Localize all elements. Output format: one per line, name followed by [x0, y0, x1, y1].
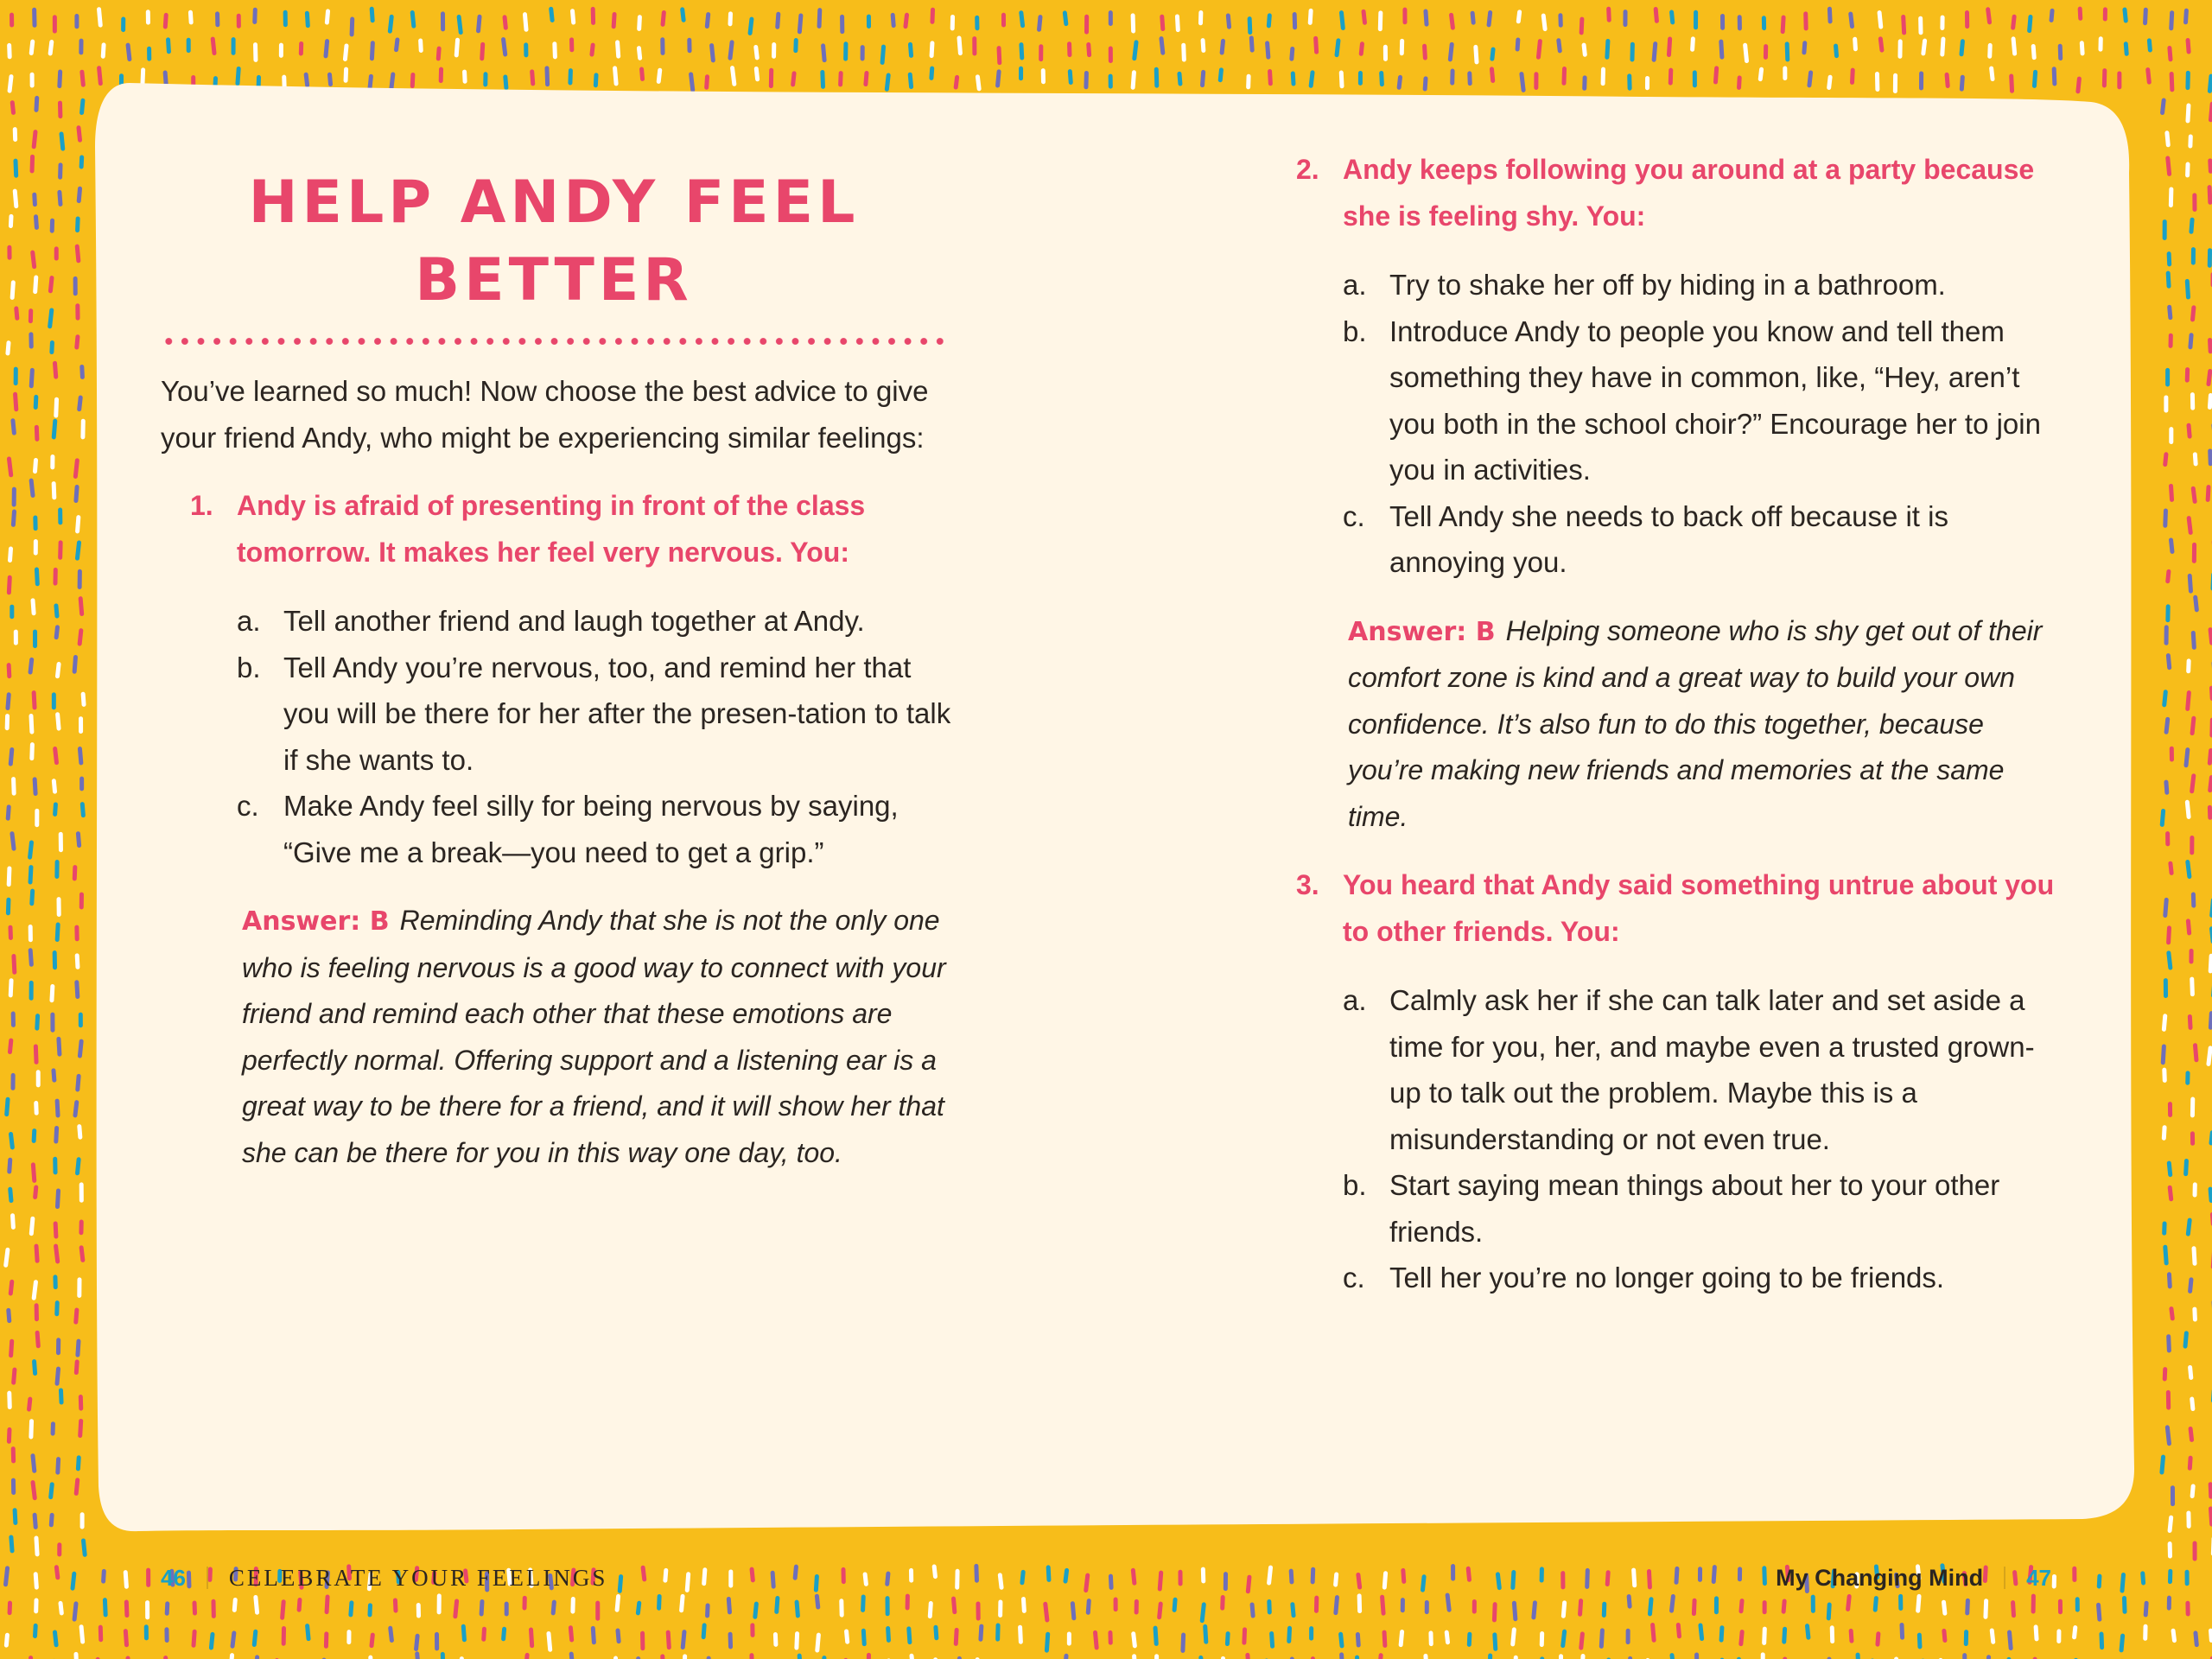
option-c	[1343, 1255, 2055, 1301]
option-a	[1343, 977, 2055, 1162]
left-page-column	[161, 164, 956, 1176]
page-number-left: 46	[161, 1564, 186, 1591]
right-page-column	[1294, 147, 2055, 1301]
options-list	[1343, 977, 2055, 1301]
answer-text: Helping someone who is shy get out of their comfort zone is kind and a great way to build your own confidence. It’s also fun to do this together, because you’re making new friends and memories at the same time.	[1348, 614, 2043, 832]
page-title: HELP ANDY FEEL BETTER	[248, 168, 860, 315]
options-list	[1343, 262, 2055, 586]
option-letter: a.	[1343, 984, 1367, 1016]
question-number: 1.	[190, 490, 213, 521]
option-text: Make Andy feel silly for being nervous by saying, “Give me a break—you need to get a grip.”	[283, 790, 899, 868]
option-c	[1343, 493, 2055, 586]
answer-1	[242, 898, 956, 1176]
footer-separator	[2004, 1567, 2005, 1589]
option-letter: a.	[1343, 269, 1367, 301]
running-head-left: CELEBRATE YOUR FEELINGS	[228, 1564, 608, 1591]
answer-2	[1348, 608, 2055, 841]
option-letter: c.	[237, 790, 259, 822]
question-text: You heard that Andy said something untrue about you to other friends. You:	[1343, 869, 2055, 947]
footer-left	[161, 1560, 607, 1595]
question-text: Andy keeps following you around at a party because she is feeling shy. You:	[1343, 154, 2035, 232]
option-letter: b.	[1343, 315, 1367, 347]
option-text: Tell another friend and laugh together at Andy.	[283, 605, 865, 637]
option-a	[237, 598, 956, 645]
question-1	[161, 483, 956, 1176]
option-a	[1343, 262, 2055, 308]
option-b	[237, 645, 956, 784]
option-letter: c.	[1343, 1262, 1365, 1294]
option-text: Start saying mean things about her to your other friends.	[1389, 1169, 2000, 1248]
running-head-right: My Changing Mind	[1776, 1564, 1984, 1591]
option-text: Tell her you’re no longer going to be friends.	[1389, 1262, 1945, 1294]
option-text: Tell Andy you’re nervous, too, and remind her that you will be there for her after the presen-tation to talk if she wants to.	[283, 651, 951, 776]
question-number: 2.	[1296, 154, 1319, 185]
option-text: Calmly ask her if she can talk later and set aside a time for you, her, and maybe even a trusted grown-up to talk out the problem. Maybe this is a misunderstanding or not even true.	[1389, 984, 2035, 1155]
footer-separator	[207, 1567, 208, 1589]
option-letter: c.	[1343, 499, 1365, 532]
intro-paragraph: You’ve learned so much! Now choose the best advice to give your friend Andy, who might be experiencing similar feelings:	[161, 375, 929, 454]
option-letter: a.	[237, 605, 261, 637]
option-text: Tell Andy she needs to back off because it is annoying you.	[1389, 499, 1948, 578]
option-c	[237, 783, 956, 875]
option-b	[1343, 1162, 2055, 1255]
answer-label: Answer: B	[1348, 616, 1496, 647]
option-text: Try to shake her off by hiding in a bathroom.	[1389, 269, 1946, 301]
options-list	[237, 598, 956, 875]
option-letter: b.	[237, 651, 261, 683]
question-text: Andy is afraid of presenting in front of the class tomorrow. It makes her feel very nervous. You:	[237, 490, 866, 568]
footer-right	[1776, 1560, 2051, 1595]
dotted-divider	[161, 335, 947, 347]
answer-text: Reminding Andy that she is not the only one who is feeling nervous is a good way to connect with your friend and remind each other that these emotions are perfectly normal. Offering support and a listening ear is a great way to be there for a friend, and it will show her that she can be there for you in this way one day, too.	[242, 905, 946, 1168]
answer-label: Answer: B	[242, 906, 390, 937]
question-number: 3.	[1296, 869, 1319, 900]
question-2	[1294, 147, 2055, 239]
option-letter: b.	[1343, 1169, 1367, 1201]
option-b	[1343, 308, 2055, 493]
option-text: Introduce Andy to people you know and tell them something they have in common, like, “Hey, aren’t you both in the school choir?” Encourage her to join you in activities.	[1389, 315, 2041, 486]
question-3	[1294, 862, 2055, 955]
page-number-right: 47	[2026, 1564, 2051, 1591]
